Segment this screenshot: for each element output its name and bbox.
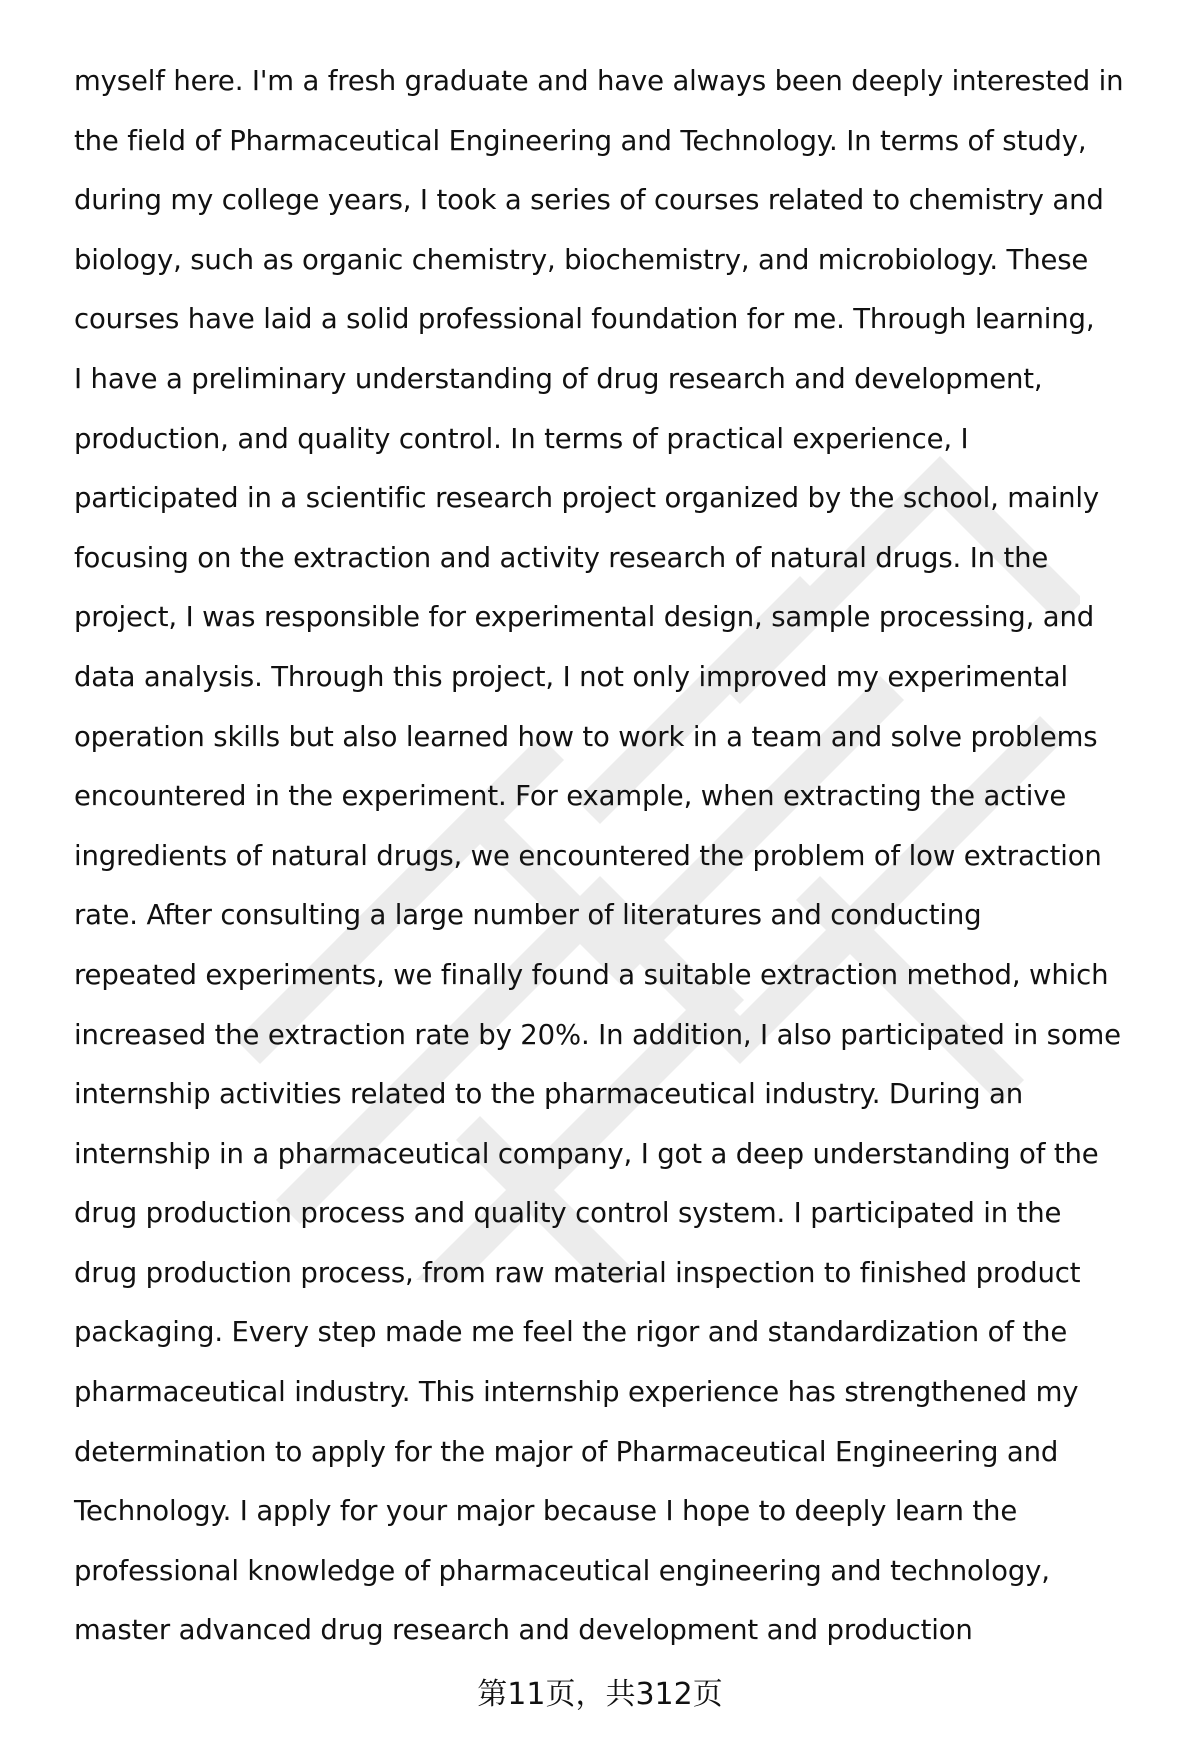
text-line: participated in a scientific research project organized by the school, mainly [74, 482, 1099, 515]
text-line: rate. After consulting a large number of literatures and conducting [74, 899, 982, 932]
text-line: encountered in the experiment. For example, when extracting the active [74, 780, 1067, 813]
text-line: determination to apply for the major of Pharmaceutical Engineering and [74, 1435, 1059, 1468]
text-line: drug production process, from raw material inspection to finished product [74, 1256, 1081, 1289]
text-line: internship activities related to the pharmaceutical industry. During an [74, 1078, 1024, 1111]
text-line: master advanced drug research and development and production [74, 1614, 973, 1647]
text-line: packaging. Every step made me feel the rigor and standardization of the [74, 1316, 1068, 1349]
text-line: drug production process and quality control system. I participated in the [74, 1197, 1062, 1230]
text-line: operation skills but also learned how to work in a team and solve problems [74, 720, 1098, 753]
text-line: production, and quality control. In terms of practical experience, I [74, 422, 969, 455]
text-line: biology, such as organic chemistry, biochemistry, and microbiology. These [74, 243, 1089, 276]
text-line: project, I was responsible for experimental design, sample processing, and [74, 601, 1095, 634]
text-line: repeated experiments, we finally found a suitable extraction method, which [74, 958, 1109, 991]
text-line: focusing on the extraction and activity research of natural drugs. In the [74, 541, 1049, 574]
text-line: pharmaceutical industry. This internship experience has strengthened my [74, 1376, 1079, 1409]
text-line: Technology. I apply for your major because I hope to deeply learn the [74, 1495, 1018, 1528]
text-line: myself here. I'm a fresh graduate and have always been deeply interested in [74, 65, 1124, 97]
text-line: I have a preliminary understanding of drug research and development, [74, 362, 1043, 395]
text-line: data analysis. Through this project, I not only improved my experimental [74, 660, 1068, 693]
text-line: professional knowledge of pharmaceutical engineering and technology, [74, 1554, 1050, 1587]
text-line: ingredients of natural drugs, we encountered the problem of low extraction [74, 839, 1102, 872]
text-line: the field of Pharmaceutical Engineering and Technology. In terms of study, [74, 124, 1087, 157]
text-line: increased the extraction rate by 20%. In addition, I also participated in some [74, 1018, 1121, 1051]
body-paragraph [74, 52, 1174, 1661]
text-line: courses have laid a solid professional foundation for me. Through learning, [74, 303, 1095, 336]
page-number-footer: 第11页，共312页 [477, 1677, 723, 1712]
text-line: during my college years, I took a series of courses related to chemistry and [74, 184, 1104, 217]
text-line: internship in a pharmaceutical company, I got a deep understanding of the [74, 1137, 1099, 1170]
